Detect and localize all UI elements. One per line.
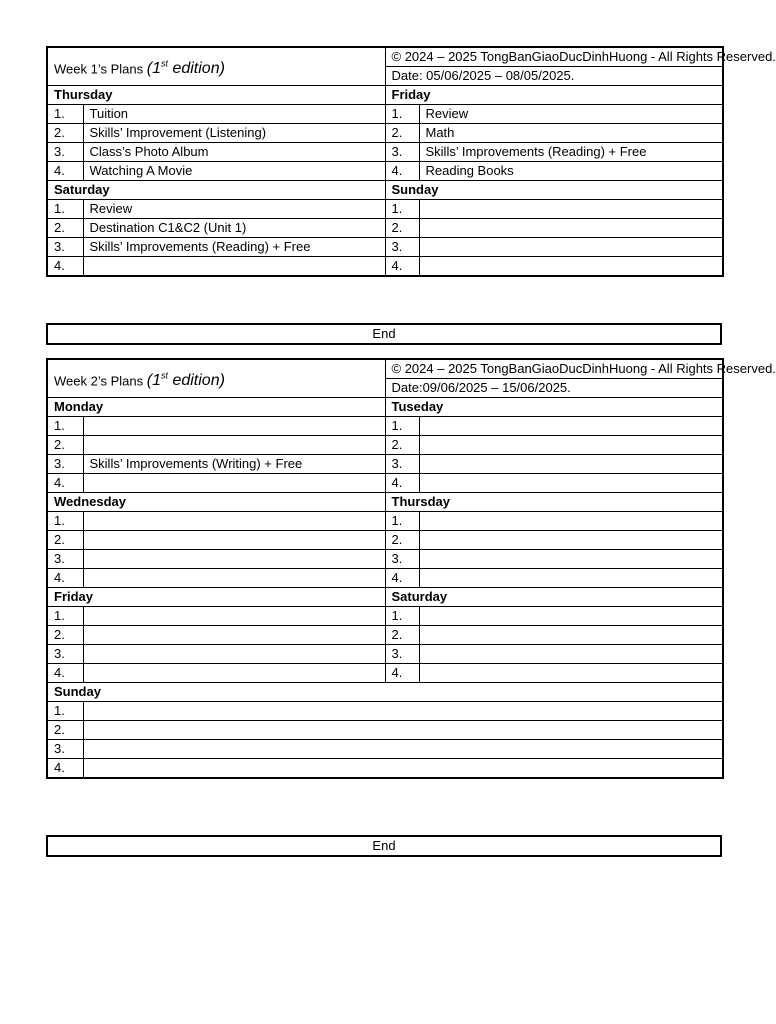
week2-title: Week 2’s Plans xyxy=(54,373,144,389)
plan-item: Watching A Movie xyxy=(83,162,385,181)
plan-row xyxy=(47,105,723,124)
plan-row xyxy=(47,645,723,664)
plan-row xyxy=(47,740,723,759)
item-number: 3. xyxy=(47,143,83,162)
plan-row xyxy=(47,257,723,277)
plan-item xyxy=(83,257,385,277)
plan-item xyxy=(419,645,723,664)
day-heading: Sunday xyxy=(47,683,723,702)
plan-item xyxy=(419,626,723,645)
item-number: 3. xyxy=(47,455,83,474)
day-header-row xyxy=(47,181,723,200)
item-number: 2. xyxy=(385,436,419,455)
item-number: 2. xyxy=(47,436,83,455)
plan-row xyxy=(47,143,723,162)
item-number: 4. xyxy=(47,474,83,493)
week2-days xyxy=(47,398,723,779)
plan-item xyxy=(419,607,723,626)
item-number: 4. xyxy=(385,569,419,588)
item-number: 1. xyxy=(385,417,419,436)
plan-item xyxy=(83,645,385,664)
plan-item xyxy=(83,702,723,721)
plan-row xyxy=(47,219,723,238)
item-number: 3. xyxy=(47,645,83,664)
item-number: 2. xyxy=(47,219,83,238)
plan-item xyxy=(419,664,723,683)
plan-row xyxy=(47,455,723,474)
item-number: 1. xyxy=(47,607,83,626)
day-heading: Saturday xyxy=(47,181,385,200)
plan-item xyxy=(83,626,385,645)
plan-row xyxy=(47,607,723,626)
plan-item xyxy=(419,550,723,569)
plan-item xyxy=(419,512,723,531)
plan-item xyxy=(83,664,385,683)
plan-item xyxy=(83,531,385,550)
plan-item xyxy=(83,759,723,779)
plan-item xyxy=(83,721,723,740)
plan-row xyxy=(47,759,723,779)
item-number: 1. xyxy=(47,702,83,721)
item-number: 4. xyxy=(47,162,83,181)
plan-item xyxy=(83,740,723,759)
plan-item xyxy=(419,219,723,238)
plan-item xyxy=(83,474,385,493)
item-number: 2. xyxy=(385,219,419,238)
plan-row xyxy=(47,550,723,569)
item-number: 3. xyxy=(47,238,83,257)
plan-item: Class’s Photo Album xyxy=(83,143,385,162)
day-heading: Saturday xyxy=(385,588,723,607)
plan-item xyxy=(419,569,723,588)
item-number: 1. xyxy=(385,105,419,124)
day-heading: Tuseday xyxy=(385,398,723,417)
day-header-row xyxy=(47,683,723,702)
plan-row xyxy=(47,417,723,436)
item-number: 4. xyxy=(385,664,419,683)
week2-end-bar: End xyxy=(46,835,722,857)
plan-item: Reading Books xyxy=(419,162,723,181)
plan-row xyxy=(47,200,723,219)
plan-item xyxy=(419,474,723,493)
plan-item: Review xyxy=(83,200,385,219)
day-heading: Friday xyxy=(47,588,385,607)
item-number: 3. xyxy=(47,550,83,569)
plan-item xyxy=(83,607,385,626)
week1-days xyxy=(47,86,723,277)
plan-item: Skills’ Improvements (Reading) + Free xyxy=(419,143,723,162)
item-number: 2. xyxy=(47,721,83,740)
item-number: 4. xyxy=(47,759,83,779)
plan-row xyxy=(47,512,723,531)
plan-row xyxy=(47,124,723,143)
item-number: 1. xyxy=(47,417,83,436)
item-number: 2. xyxy=(385,531,419,550)
day-heading: Thursday xyxy=(47,86,385,105)
plan-item xyxy=(83,436,385,455)
item-number: 2. xyxy=(385,626,419,645)
week1-date: Date: 05/06/2025 – 08/05/2025. xyxy=(385,67,723,86)
plan-row xyxy=(47,664,723,683)
plan-item xyxy=(83,417,385,436)
plan-item xyxy=(419,200,723,219)
plan-row xyxy=(47,702,723,721)
item-number: 4. xyxy=(385,257,419,277)
item-number: 2. xyxy=(47,626,83,645)
day-heading: Wednesday xyxy=(47,493,385,512)
item-number: 1. xyxy=(47,105,83,124)
item-number: 2. xyxy=(47,124,83,143)
plan-item: Destination C1&C2 (Unit 1) xyxy=(83,219,385,238)
week1-title: Week 1’s Plans xyxy=(54,61,144,77)
plan-item: Math xyxy=(419,124,723,143)
plan-row xyxy=(47,531,723,550)
plan-row xyxy=(47,436,723,455)
item-number: 4. xyxy=(47,569,83,588)
item-number: 4. xyxy=(47,664,83,683)
plan-row xyxy=(47,626,723,645)
plan-item xyxy=(419,455,723,474)
plan-item xyxy=(419,238,723,257)
plan-row xyxy=(47,162,723,181)
item-number: 4. xyxy=(385,474,419,493)
item-number: 3. xyxy=(385,143,419,162)
plan-item: Skills’ Improvements (Writing) + Free xyxy=(83,455,385,474)
week1-title-cell xyxy=(47,47,385,86)
day-header-row xyxy=(47,588,723,607)
plan-row xyxy=(47,721,723,740)
week2-date: Date:09/06/2025 – 15/06/2025. xyxy=(385,379,723,398)
week2-copyright: © 2024 – 2025 TongBanGiaoDucDinhHuong - All Rights Reserved. xyxy=(385,359,723,379)
day-header-row xyxy=(47,86,723,105)
week1-table xyxy=(46,46,776,277)
plan-item xyxy=(419,531,723,550)
item-number: 2. xyxy=(385,124,419,143)
plan-item xyxy=(419,436,723,455)
plan-item: Skills’ Improvements (Reading) + Free xyxy=(83,238,385,257)
plan-item xyxy=(419,257,723,277)
item-number: 4. xyxy=(47,257,83,277)
plan-item: Review xyxy=(419,105,723,124)
week2-edition: (1st edition) xyxy=(146,370,225,390)
item-number: 2. xyxy=(47,531,83,550)
plan-row xyxy=(47,569,723,588)
plan-item xyxy=(83,569,385,588)
item-number: 1. xyxy=(47,200,83,219)
item-number: 1. xyxy=(385,512,419,531)
week1-end-bar: End xyxy=(46,323,722,345)
week1-plan xyxy=(46,46,776,277)
plan-item xyxy=(419,417,723,436)
day-heading: Sunday xyxy=(385,181,723,200)
item-number: 1. xyxy=(47,512,83,531)
item-number: 3. xyxy=(47,740,83,759)
plan-item: Skills’ Improvement (Listening) xyxy=(83,124,385,143)
day-header-row xyxy=(47,398,723,417)
plan-item: Tuition xyxy=(83,105,385,124)
item-number: 3. xyxy=(385,645,419,664)
item-number: 1. xyxy=(385,607,419,626)
day-heading: Monday xyxy=(47,398,385,417)
week1-copyright: © 2024 – 2025 TongBanGiaoDucDinhHuong - All Rights Reserved. xyxy=(385,47,723,67)
day-header-row xyxy=(47,493,723,512)
week2-plan xyxy=(46,358,776,779)
week2-table xyxy=(46,358,776,779)
week2-title-cell xyxy=(47,359,385,398)
week1-edition: (1st edition) xyxy=(146,58,225,78)
plan-row xyxy=(47,238,723,257)
item-number: 3. xyxy=(385,238,419,257)
plan-row xyxy=(47,474,723,493)
item-number: 1. xyxy=(385,200,419,219)
item-number: 3. xyxy=(385,455,419,474)
day-heading: Thursday xyxy=(385,493,723,512)
plan-item xyxy=(83,550,385,569)
plan-item xyxy=(83,512,385,531)
item-number: 3. xyxy=(385,550,419,569)
day-heading: Friday xyxy=(385,86,723,105)
item-number: 4. xyxy=(385,162,419,181)
